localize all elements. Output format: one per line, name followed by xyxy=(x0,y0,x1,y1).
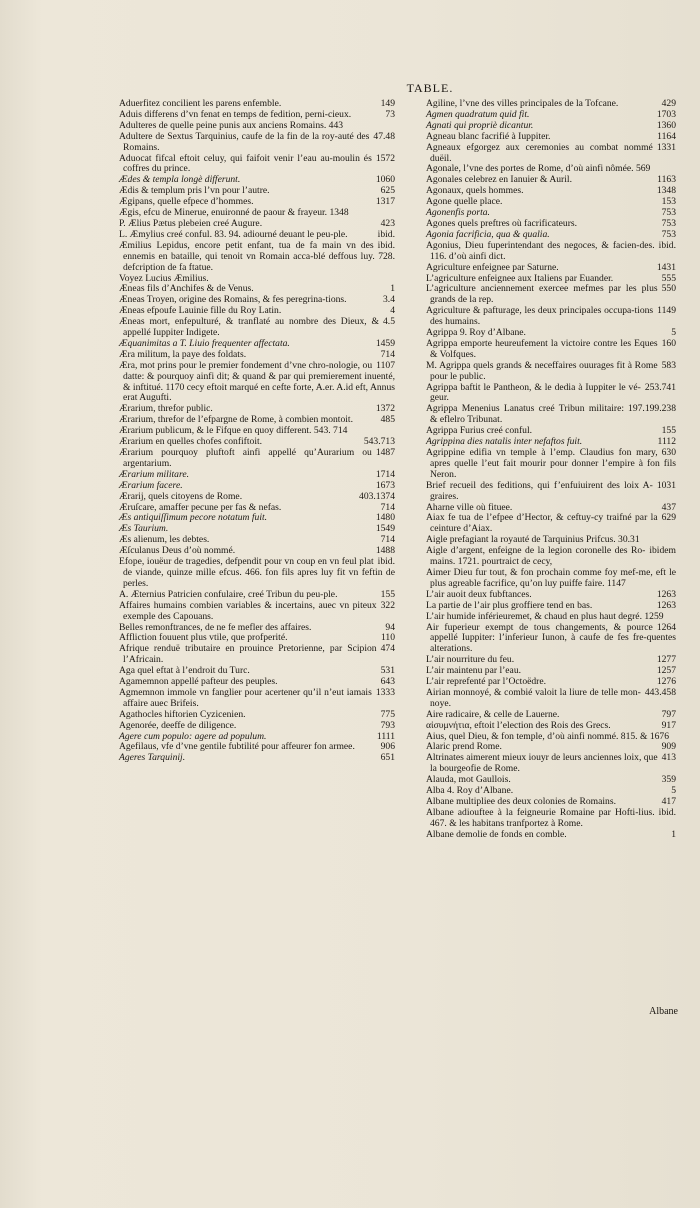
index-entry-text: Voyez Lucius Æmilius. xyxy=(119,272,209,284)
index-entry-page: 1348 xyxy=(656,185,676,197)
index-entry-page: 1487 xyxy=(375,447,395,458)
index-entry-page: ibidem xyxy=(649,545,676,557)
index-entry-text: Agrippina dies natalis inter nefaftos fuit. xyxy=(426,436,583,448)
index-entry-page: 429 xyxy=(661,98,676,109)
index-entry-page: 4 xyxy=(390,305,395,317)
index-entry-page: 197.199.238 xyxy=(628,403,676,415)
index-entry xyxy=(426,361,678,383)
index-entry-text: Agonales celebrez en Ianuier & Auril. xyxy=(426,174,572,186)
index-entry-text: Ærarium en quelles chofes confiftoit. xyxy=(119,436,263,448)
index-entry-page: 625 xyxy=(380,185,395,197)
index-entry-text: M. Agrippa quels grands & neceffaires ouurages fit à Rome pour le public. xyxy=(426,359,658,382)
index-entry-text: Agrippa Furius creé conful. xyxy=(426,425,533,437)
index-entry-page: 149 xyxy=(380,98,395,109)
index-entry-text: Efope, iouëur de tragedies, defpendit pour vn coup en vn feul plat de viande, quinze mille efcus. 466. fon fils apres luy fit vn feftin de perles. xyxy=(119,556,395,589)
index-entry-text: Alaric prend Rome. xyxy=(426,741,502,753)
index-entry-text: L’air humide inférieuremet, & chaud en plus haut degré. 1259 xyxy=(426,610,664,622)
index-entry-text: Ageres Tarquinij. xyxy=(119,752,186,764)
index-entry-text: Aduocat fifcal eftoit celuy, qui faifoit venir l’eau au-moulin és coffres du prince. xyxy=(119,152,372,175)
index-entry-page: 583 xyxy=(661,359,676,371)
index-entry-page: 437 xyxy=(661,501,676,513)
index-entry-text: Æneas fils d’Anchifes & de Venus. xyxy=(119,283,254,295)
index-entry-page: 630 xyxy=(661,447,676,458)
index-entry-text: Agefilaus, vfe d’vne gentile fubtilité pour affeurer fon armee. xyxy=(119,741,355,753)
index-entry-text: Agriculture & pafturage, les deux principales occupa-tions des humains. xyxy=(426,305,654,328)
left-column xyxy=(119,99,397,764)
index-entry-text: Ærarium pourquoy pluftoft ainfi appellé qu’Aurarium ou argentarium. xyxy=(119,447,372,469)
index-entry xyxy=(119,644,397,666)
index-entry-text: Albane adiouftee à la feigneurie Romaine par Hofti-lius. 467. & les habitans tranfportez à Rome. xyxy=(426,806,655,829)
index-entry-page: 1107 xyxy=(376,359,395,371)
index-entry-text: Ærarium, threfor public. xyxy=(119,403,213,415)
index-entry-page: 651 xyxy=(380,752,395,764)
index-entry-page: ibid. xyxy=(658,239,676,251)
index-entry-text: Agmen quadratum quid fit. xyxy=(426,108,530,120)
index-entry-text: Agone quelle place. xyxy=(426,196,503,208)
index-entry xyxy=(119,448,397,470)
index-entry-text: Agiline, l’vne des villes principales de la Tofcane. xyxy=(426,98,619,109)
index-entry-text: Ægis, efcu de Minerue, enuironné de paour & frayeur. 1348 xyxy=(119,207,349,219)
index-entry-page: 1112 xyxy=(657,436,676,448)
index-entry-page: 550 xyxy=(661,283,676,295)
index-entry-text: Alauda, mot Gaullois. xyxy=(426,774,511,786)
index-entry-text: Agonia facrificia, qua & qualia. xyxy=(426,228,550,240)
index-entry-page: 555 xyxy=(661,272,676,284)
index-entry-page: ibid. xyxy=(658,806,676,818)
index-entry-page: 531 xyxy=(380,665,395,677)
index-entry-page: 1714 xyxy=(375,468,395,480)
index-entry-text: Æquanimitas a T. Liuio frequenter affectata. xyxy=(119,337,290,349)
index-entry-page: 753 xyxy=(661,228,676,240)
index-entry-text: Agonius, Dieu fuperintendant des negoces, & facien-des. 116. d’où ainfi dict. xyxy=(426,239,655,262)
index-entry xyxy=(119,241,397,274)
index-entry-text: Airian monnoyé, & combié valoit la liure de telle mon-noye. xyxy=(426,686,641,709)
index-entry-page: 417 xyxy=(661,796,676,807)
index-entry xyxy=(426,513,678,535)
index-entry-text: Aga quel eftat à l’endroit du Turc. xyxy=(119,665,250,677)
index-entry-text: Æneas efpoufe Lauinie fille du Roy Latin. xyxy=(119,305,282,317)
index-entry-page: 253.741 xyxy=(644,381,676,393)
index-entry xyxy=(119,688,397,710)
index-entry-page: 1331 xyxy=(656,141,676,153)
index-entry-text: Affaires humains combien variables & incertains, auec vn piteux exemple des Capouans. xyxy=(119,599,377,622)
index-entry-text: Ærarium, threfor de l’efpargne de Rome, à combien montoit. xyxy=(119,414,353,426)
index-entry-text: αἰσυμνήτια, eftoit l’election des Rois des Grecs. xyxy=(426,719,611,731)
index-entry-page: 413 xyxy=(661,752,676,764)
index-entry-text: Affliction fouuent plus vtile, que profperité. xyxy=(119,632,288,644)
index-entry-text: Agneaux efgorgez aux ceremonies au combat nommé duëil. xyxy=(426,141,653,164)
index-entry-text: Afrique renduë tributaire en prouince Pretorienne, par Scipion l’Africain. xyxy=(119,643,377,666)
index-entry-page: 1372 xyxy=(375,403,395,415)
index-entry-text: Agrippa Menenius Lanatus creé Tribun militaire: & eflelro Tribunat. xyxy=(426,403,625,426)
index-entry-text: Aigle prefagiant la royauté de Tarquinius Prifcus. 30.31 xyxy=(426,534,640,546)
index-entry-text: L’air auoit deux fubftances. xyxy=(426,588,532,600)
index-entry-page: 543.713 xyxy=(363,436,395,448)
index-entry-text: Ærarium publicum, & le Fifque en quoy different. 543. 714 xyxy=(119,425,348,437)
index-entry-text: Æruſcare, amaffer pecune per fas & nefas. xyxy=(119,501,282,513)
page-title: TABLE. xyxy=(406,81,454,95)
index-entry xyxy=(426,383,678,405)
index-entry-page: 1263 xyxy=(656,599,676,611)
index-entry-text: La partie de l’air plus groffiere tend en bas. xyxy=(426,599,593,611)
catchword: Albane xyxy=(649,1006,678,1017)
index-entry-text: Aiax fe tua de l’efpee d’Hector, & ceftuy-cy traifné par la ceinture d’Aiax. xyxy=(426,512,658,535)
index-entry-text: Aigle d’argent, enfeigne de la legion coronelle des Ro-mains. 1721. pourtraict de cecy, xyxy=(426,545,646,568)
index-entry-page: 1031 xyxy=(656,479,676,491)
index-entry-text: Agones quels preftres où facrificateurs. xyxy=(426,217,578,229)
index-entry xyxy=(426,339,678,361)
index-entry-page: 1480 xyxy=(375,512,395,524)
index-entry-text: Agenorée, deeffe de diligence. xyxy=(119,719,237,731)
index-entry xyxy=(119,601,397,623)
index-entry xyxy=(426,623,678,656)
index-entry xyxy=(426,830,678,841)
index-entry-text: Agrippa 9. Roy d’Albane. xyxy=(426,327,526,339)
index-entry-text: Brief recueil des feditions, qui f’enfuiuirent des loix A-graires. xyxy=(426,479,653,502)
index-entry-text: Æneas mort, enfepulturé, & tranflaté au nombre des Dieux, & appellé Iuppiter Indigete. xyxy=(119,316,379,339)
index-entry-text: Agathocles hiftorien Cyzicenien. xyxy=(119,708,246,720)
index-entry-text: Albane demolie de fonds en comble. xyxy=(426,828,567,840)
index-entry-page: 73 xyxy=(385,108,395,120)
index-entry-page: 155 xyxy=(380,588,395,600)
index-entry-page: 714 xyxy=(380,348,395,360)
index-entry xyxy=(119,361,397,405)
index-entry-page: 94 xyxy=(385,621,395,633)
index-entry-text: Ædes & templa longè differunt. xyxy=(119,174,241,186)
index-entry-page: 322 xyxy=(380,599,395,611)
index-entry xyxy=(119,753,397,764)
index-entry-page: 160 xyxy=(661,337,676,349)
index-entry-page: 1431 xyxy=(656,261,676,273)
right-column xyxy=(426,99,678,841)
index-entry-page: 1333 xyxy=(375,686,395,698)
index-entry-text: Agrippine edifia vn temple à l’emp. Claudius fon mary, apres quelle l’eut fait mourir pour donner l’empire à fon fils Neron. xyxy=(426,447,676,480)
index-entry xyxy=(119,317,397,339)
index-entry-page: 643 xyxy=(380,676,395,688)
index-entry-page: 1111 xyxy=(376,730,395,742)
index-entry-page: 1317 xyxy=(375,196,395,208)
index-entry-text: L’agriculture anciennement exercee mefmes par les plus grands de la rep. xyxy=(426,283,658,306)
index-entry-text: Ædis & templum pris l’vn pour l’autre. xyxy=(119,185,270,197)
index-entry-page: 1277 xyxy=(656,654,676,666)
index-entry-text: Adulteres de quelle peine punis aux anciens Romains. 443 xyxy=(119,119,344,131)
index-entry-page: 485 xyxy=(380,414,395,426)
index-entry-page: 155 xyxy=(661,425,676,437)
index-entry-text: Æra, mot prins pour le premier fondement d’vne chro-nologie, ou datte: & pourquoy ainfi dit; & quand & par qui premierement inuenté, & inftitué. 1170 cecy eftoit marqué en cefte forte, A.er. A.id eft, Annus erat Augufti. xyxy=(119,359,395,404)
index-entry-page: 403.1374 xyxy=(359,490,395,502)
index-entry-page: 3.4 xyxy=(383,294,395,306)
index-entry xyxy=(426,546,678,568)
index-entry-text: L’agriculture enfeignee aux Italiens par Euander. xyxy=(426,272,614,284)
index-entry-page: 1060 xyxy=(375,174,395,186)
index-entry xyxy=(119,132,397,154)
index-entry-text: Agnati qui propriè dicantur. xyxy=(426,119,534,131)
index-entry-page: 1703 xyxy=(656,108,676,120)
index-entry-text: Alba 4. Roy d’Albane. xyxy=(426,785,514,797)
index-entry-page: 1263 xyxy=(656,588,676,600)
index-entry xyxy=(426,143,678,165)
index-entry-text: Aius, quel Dieu, & fon temple, d’où ainfi nommé. 815. & 1676 xyxy=(426,730,670,742)
index-entry-page: 906 xyxy=(380,741,395,753)
index-entry-page: 714 xyxy=(380,501,395,513)
index-entry-text: Agamemnon appellé pafteur des peuples. xyxy=(119,676,278,688)
index-entry-text: Aimer Dieu fur tout, & fon prochain comme foy mef-me, eft le plus agreable facrifice, qu’on luy puiffe faire. 1147 xyxy=(426,566,676,589)
index-entry-text: Belles remonftrances, de ne fe mefler des affaires. xyxy=(119,621,312,633)
index-entry-page: 4.5 xyxy=(383,316,395,328)
index-entry-page: 1257 xyxy=(656,665,676,677)
index-entry-text: Agonenfis porta. xyxy=(426,207,490,219)
index-entry-page: 753 xyxy=(661,217,676,229)
index-entry-text: L’air reprefenté par l’Octoëdre. xyxy=(426,676,547,688)
index-entry-text: Æſculanus Deus d’où nommé. xyxy=(119,545,236,557)
index-entry-text: Aduerfitez concilient les parens enfemble. xyxy=(119,98,282,109)
index-entry-page: 1163 xyxy=(657,174,676,186)
index-entry-page: 1360 xyxy=(656,119,676,131)
index-entry-text: Ærarium facere. xyxy=(119,479,183,491)
index-entry-text: P. Ælius Pætus plebeien creé Augure. xyxy=(119,217,263,229)
index-entry-page: ibid. xyxy=(377,556,395,568)
index-entry-text: Agmemnon immole vn fanglier pour acertener qu’il n’eut iamais affaire auec Brifeis. xyxy=(119,686,372,709)
index-entry-text: Agrippa baftit le Pantheon, & le dedia à Iuppiter le vé-geur. xyxy=(426,381,641,404)
index-entry xyxy=(426,448,678,481)
index-entry-page: ibid. xyxy=(377,228,395,240)
index-entry-page: 359 xyxy=(661,774,676,786)
index-entry-text: Albane multipliee des deux colonies de Romains. xyxy=(426,796,616,807)
index-entry-text: L’air maintenu par l’eau. xyxy=(426,665,522,677)
index-entry-text: A. Æternius Patricien confulaire, creé Tribun du peu-ple. xyxy=(119,588,338,600)
index-entry-text: Adultere de Sextus Tarquinius, caufe de la fin de la roy-auté des Romains. xyxy=(119,130,370,153)
index-entry-page: 1149 xyxy=(657,305,676,317)
index-entry-page: 1488 xyxy=(375,545,395,557)
index-entry xyxy=(426,568,678,590)
index-entry-page: 797 xyxy=(661,708,676,720)
index-entry-page: 5 xyxy=(671,327,676,339)
index-entry-page: 110 xyxy=(380,632,395,644)
index-entry-text: Air fuperieur exempt de tous changements, & pource appellé Iuppiter: l’inferieur Iunon, à caufe de fes fre-quentes alterations. xyxy=(426,621,676,655)
index-entry-page: 1264 xyxy=(656,621,676,633)
index-entry-text: Altrinates aimerent mieux iouyr de leurs anciennes loix, que la bourgeofie de Rome. xyxy=(426,752,658,775)
index-entry-page: 909 xyxy=(661,741,676,753)
index-entry-text: Aduis differens d’vn fenat en temps de fedition, perni-cieux. xyxy=(119,108,352,120)
index-entry-text: Aharne ville où fituee. xyxy=(426,501,513,513)
index-entry xyxy=(426,808,678,830)
index-entry xyxy=(426,688,678,710)
index-entry-text: Æneas Troyen, origine des Romains, & fes peregrina-tions. xyxy=(119,294,347,306)
index-entry-page: 917 xyxy=(661,719,676,731)
index-entry xyxy=(426,753,678,775)
index-entry-text: Agonale, l’vne des portes de Rome, d’où ainfi nômée. 569 xyxy=(426,163,651,175)
index-entry-page: 1 xyxy=(390,283,395,295)
index-entry-page: 1164 xyxy=(657,130,676,142)
index-entry-page: 5 xyxy=(671,785,676,797)
index-entry-text: Æra militum, la paye des foldats. xyxy=(119,348,247,360)
index-entry xyxy=(426,481,678,503)
index-entry xyxy=(426,306,678,328)
index-entry-page: 753 xyxy=(661,207,676,219)
index-entry-page: 1459 xyxy=(375,337,395,349)
index-entry-page: 47.48 xyxy=(373,130,395,142)
index-entry-page: 1276 xyxy=(656,676,676,688)
index-entry-text: Ægipans, quelle efpece d’hommes. xyxy=(119,196,254,208)
index-entry-page: ibid. xyxy=(377,239,395,251)
index-entry-page: 775 xyxy=(380,708,395,720)
index-entry-text: Agonaux, quels hommes. xyxy=(426,185,524,197)
index-entry-text: L. Æmylius creé conful. 83. 94. adiourné deuant le peu-ple. xyxy=(119,228,348,240)
index-entry-text: Agriculture enfeignee par Saturne. xyxy=(426,261,559,273)
index-entry-page: 629 xyxy=(661,512,676,524)
index-entry-text: Agere cum populo: agere ad populum. xyxy=(119,730,267,742)
index-entry-text: Æs alienum, les debtes. xyxy=(119,534,210,546)
index-entry-text: Æmilius Lepidus, encore petit enfant, tua de fa main vn des ennemis en bataille, qui tenoit vn Romain acca-blé deffous luy. 728. defcription de fa ftatue. xyxy=(119,239,395,273)
index-entry xyxy=(119,154,397,176)
index-entry-page: 153 xyxy=(661,196,676,208)
index-entry xyxy=(426,404,678,426)
index-entry-text: Agneau blanc facrifié à Iuppiter. xyxy=(426,130,551,142)
index-entry-text: Agrippa emporte heureufement la victoire contre les Eques & Volfques. xyxy=(426,337,658,360)
index-entry-text: Æs antiquiſſimum pecore notatum fuit. xyxy=(119,512,268,524)
index-entry-page: 1673 xyxy=(375,479,395,491)
index-entry-text: Aire radicaire, & celle de Lauerne. xyxy=(426,708,560,720)
index-entry-text: Ærarium militare. xyxy=(119,468,190,480)
index-entry-text: L’air nourriture du feu. xyxy=(426,654,515,666)
index-entry-page: 1 xyxy=(671,828,676,840)
index-entry-page: 474 xyxy=(380,643,395,655)
index-entry xyxy=(119,557,397,590)
index-entry xyxy=(426,284,678,306)
index-entry-page: 1572 xyxy=(375,152,395,164)
index-entry-page: 793 xyxy=(380,719,395,731)
index-entry-text: Æs Taurium. xyxy=(119,523,169,535)
index-entry-page: 1549 xyxy=(375,523,395,535)
index-entry-page: 714 xyxy=(380,534,395,546)
index-entry-text: Ærarij, quels citoyens de Rome. xyxy=(119,490,243,502)
index-entry-page: 423 xyxy=(380,217,395,229)
index-entry-page: 443.458 xyxy=(644,686,676,698)
index-entry xyxy=(426,241,678,263)
